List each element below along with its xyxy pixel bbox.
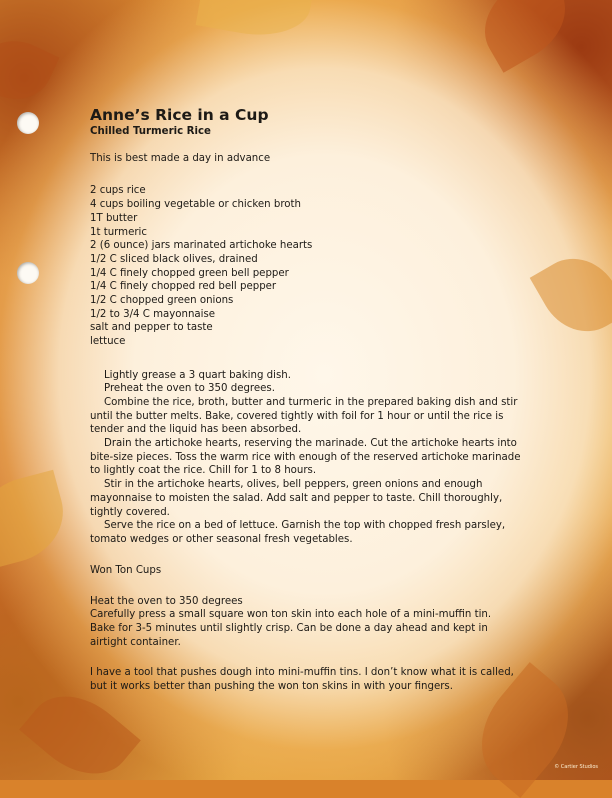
ingredient-item: 1/2 to 3/4 C mayonnaise (90, 308, 216, 320)
instructions (90, 369, 522, 547)
recipe-subtitle: Chilled Turmeric Rice (90, 126, 211, 137)
autumn-leaf-decoration (19, 676, 141, 794)
autumn-leaf-decoration (530, 243, 612, 347)
ingredient-list (90, 184, 522, 348)
won-ton-heading: Won Ton Cups (90, 565, 162, 577)
autumn-leaf-decoration (469, 0, 582, 73)
ingredient-item: 1/2 C sliced black olives, drained (90, 253, 258, 265)
won-ton-instructions (90, 595, 522, 650)
copyright-credit: © Cartier Studios (554, 764, 598, 770)
recipe-title: Anne’s Rice in a Cup (90, 106, 269, 124)
won-ton-step: Bake for 3-5 minutes until slightly crisp. Can be done a day ahead and kept in airtight container. (90, 623, 488, 648)
advance-note: This is best made a day in advance (90, 153, 271, 164)
binder-hole-top (17, 112, 39, 134)
ingredient-item: 1T butter (90, 212, 138, 224)
instruction-step: Preheat the oven to 350 degrees. (104, 383, 275, 395)
binder-hole-bottom (17, 262, 39, 284)
instruction-step: Combine the rice, broth, butter and turmeric in the prepared baking dish and stir until the butter melts. Bake, covered tightly with foil for 1 hour or until the rice is tender and the liquid has been absorbed. (90, 396, 518, 436)
instruction-step: Drain the artichoke hearts, reserving the marinade. Cut the artichoke hearts into bite-size pieces. Toss the warm rice with enough of the reserved artichoke marinade to lightly coat the rice. Chill for 1 to 8 hours. (90, 438, 521, 477)
instruction-step: Serve the rice on a bed of lettuce. Garnish the top with chopped fresh parsley, tomato wedges or other seasonal fresh vegetables. (90, 520, 506, 545)
ingredient-item: lettuce (90, 336, 126, 348)
instruction-step: Stir in the artichoke hearts, olives, bell peppers, green onions and enough mayonnaise to moisten the salad. Add salt and pepper to taste. Chill thoroughly, tightly covered. (90, 479, 503, 518)
ingredient-item: 2 (6 ounce) jars marinated artichoke hearts (90, 240, 313, 252)
autumn-leaf-decoration (0, 28, 59, 112)
autumn-leaf-decoration (196, 0, 315, 44)
ingredient-item: 1/4 C finely chopped green bell pepper (90, 267, 289, 279)
autumn-leaf-decoration (0, 470, 74, 571)
won-ton-step: Heat the oven to 350 degrees (90, 595, 243, 607)
ingredient-item: 4 cups boiling vegetable or chicken broth (90, 199, 301, 211)
won-ton-tip: I have a tool that pushes dough into mini-muffin tins. I don’t know what it is called, but it works better than pushing the won ton skins in with your fingers. (90, 667, 514, 692)
ingredient-item: 1t turmeric (90, 226, 147, 238)
won-ton-step: Carefully press a small square won ton skin into each hole of a mini-muffin tin. (90, 609, 492, 621)
ingredient-item: 2 cups rice (90, 185, 146, 197)
ingredient-item: 1/4 C finely chopped red bell pepper (90, 281, 277, 293)
ingredient-item: 1/2 C chopped green onions (90, 295, 234, 307)
instruction-step: Lightly grease a 3 quart baking dish. (104, 369, 291, 381)
ingredient-item: salt and pepper to taste (90, 322, 213, 334)
recipe-content (90, 105, 522, 694)
